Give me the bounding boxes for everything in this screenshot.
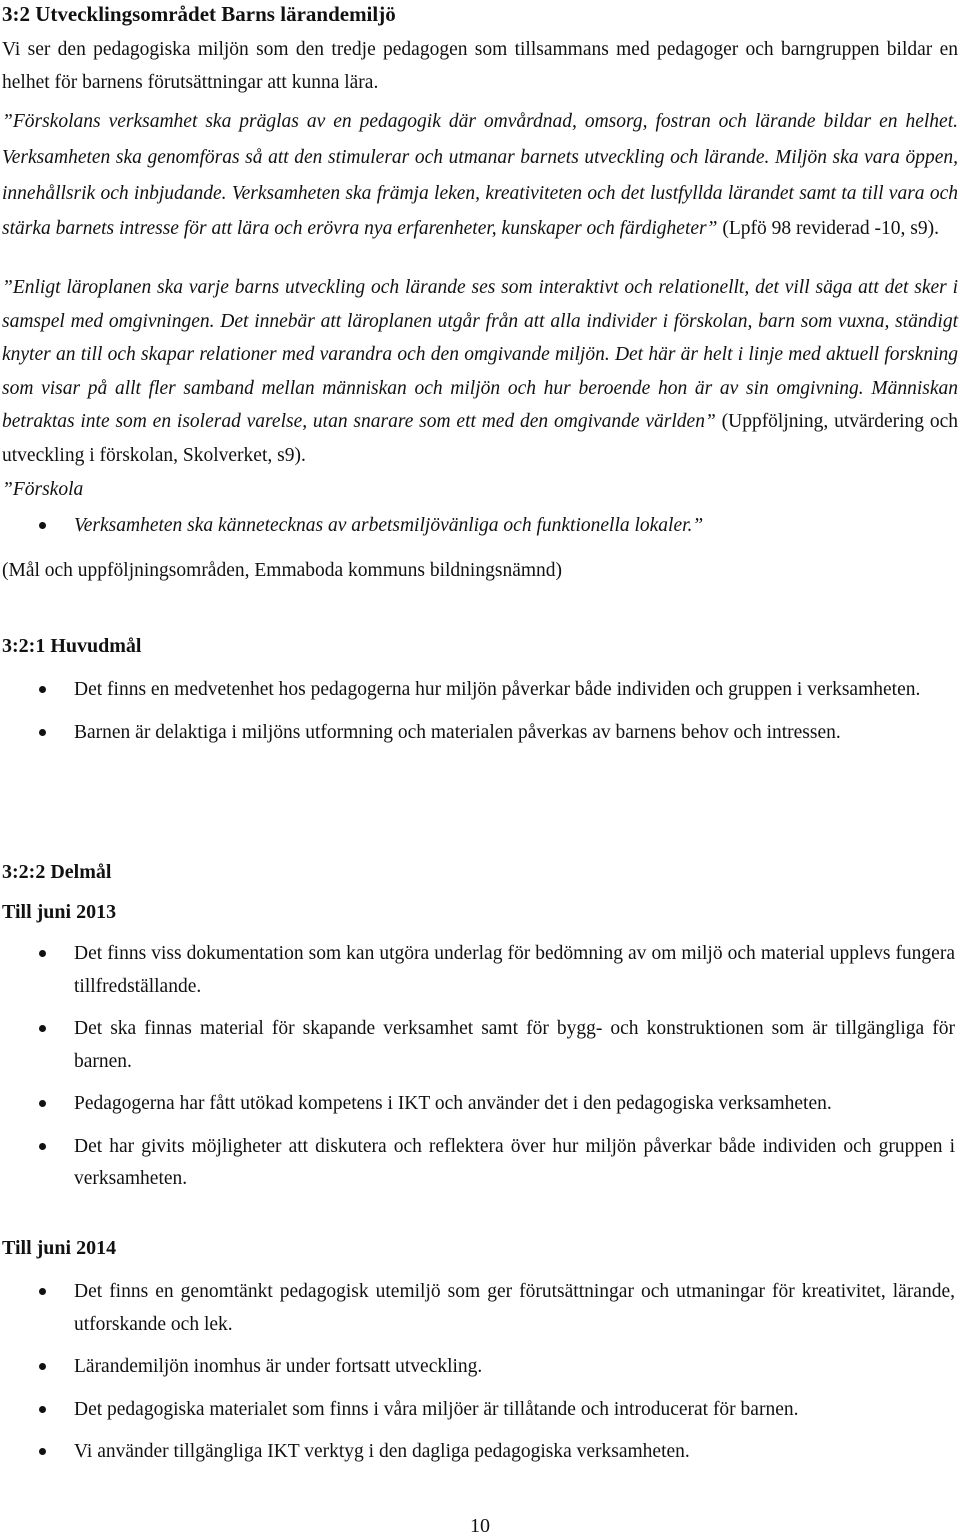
- list-item-text: Det finns viss dokumentation som kan utgöra underlag för bedömning av om miljö och material upplevs fungera tillfredställande.: [74, 943, 955, 997]
- list-item-text: Det ska finnas material för skapande verksamhet samt för bygg- och konstruktionen som är tillgängliga för barnen.: [74, 1018, 955, 1072]
- delmal-2014-list: [0, 1276, 960, 1469]
- forskola-quote-list: [0, 508, 960, 544]
- list-item-text: Det pedagogiska materialet som finns i våra miljöer är tillåtande och introducerat för barnen.: [74, 1398, 799, 1420]
- list-item: [0, 674, 960, 707]
- lpfo-quote-text: ”Förskolans verksamhet ska präglas av en pedagogik där omvårdnad, omsorg, fostran och lärande bildar en helhet. Verksamheten ska genomföras så att den stimulerar och utmanar barnets utveckling och lärande. Miljön ska vara öppen, innehållsrik och inbjudande. Verksamheten ska främja leken, kreativiteten och det lustfyllda lärandet samt ta till vara och stärka barnets intresse för att lära och erövra nya erfarenheter, kunskaper och färdigheter”: [2, 111, 958, 240]
- forskola-quote-lead: ”Förskola: [2, 479, 84, 500]
- skolverket-citation: (Uppföljning, utvärdering och utveckling i förskolan, Skolverket, s9).: [2, 411, 958, 466]
- section-heading: 3:2 Utvecklingsområdet Barns lärandemiljö: [2, 2, 396, 26]
- list-item: [0, 1351, 960, 1384]
- list-item: [0, 1088, 960, 1121]
- list-item: [0, 508, 960, 544]
- bullet-icon: [39, 686, 46, 693]
- bullet-icon: [39, 729, 46, 736]
- bullet-icon: [39, 950, 46, 957]
- huvudmal-list: [0, 674, 960, 749]
- bullet-icon: [39, 1448, 46, 1455]
- list-item-text: Barnen är delaktiga i miljöns utformning och materialen påverkas av barnens behov och intressen.: [74, 721, 841, 743]
- list-item-text: Det finns en genomtänkt pedagogisk utemiljö som ger förutsättningar och utmaningar för kreativitet, lärande, utforskande och lek.: [74, 1281, 955, 1335]
- bullet-icon: [39, 1100, 46, 1107]
- page-number: 10: [470, 1515, 490, 1537]
- list-item: [0, 938, 960, 1003]
- list-item-text: Det finns en medvetenhet hos pedagogerna hur miljön påverkar både individen och gruppen i verksamheten.: [74, 679, 921, 700]
- bullet-icon: [39, 1406, 46, 1413]
- intro-paragraph: Vi ser den pedagogiska miljön som den tredje pedagogen som tillsammans med pedagoger och barngruppen bildar en helhet för barnens förutsättningar att kunna lära.: [2, 39, 958, 93]
- bullet-icon: [39, 1363, 46, 1370]
- list-item-text: Lärandemiljön inomhus är under fortsatt utveckling.: [74, 1356, 483, 1377]
- list-item: [0, 1276, 960, 1341]
- delmal-2014-heading: Till juni 2014: [2, 1237, 117, 1259]
- lpfo-quote: [2, 104, 958, 247]
- list-item-text: Det har givits möjligheter att diskutera och reflektera över hur miljön påverkar både individen och gruppen i verksamheten.: [74, 1135, 955, 1189]
- list-item-text: Vi använder tillgängliga IKT verktyg i den dagliga pedagogiska verksamheten.: [74, 1441, 690, 1462]
- bullet-icon: [39, 1143, 46, 1150]
- delmal-2013-list: [0, 938, 960, 1196]
- list-item: [0, 1394, 960, 1427]
- list-item: [0, 1131, 960, 1196]
- bullet-icon: [39, 522, 46, 529]
- list-item: [0, 1436, 960, 1469]
- delmal-2013-heading: Till juni 2013: [2, 901, 117, 923]
- list-item: [0, 717, 960, 750]
- forskola-quote-bullet: Verksamheten ska kännetecknas av arbetsmiljövänliga och funktionella lokaler.”: [74, 515, 704, 536]
- list-item-text: Pedagogerna har fått utökad kompetens i IKT och använder det i den pedagogiska verksamheten.: [74, 1093, 832, 1114]
- list-item: [0, 1013, 960, 1078]
- skolverket-quote-text: ”Enligt läroplanen ska varje barns utveckling och lärande ses som interaktivt och relationellt, det vill säga att det sker i samspel med omgivningen. Det innebär att läroplanen utgår från att alla individer i förskolan, barn som vuxna, ständigt knyter an till och skapar relationer med varandra och den omgivande miljön. Det här är helt i linje med aktuell forskning som visar på allt fler samband mellan människan och miljön och hur beroende hon är av sin omgivning. Människan betraktas inte som en isolerad varelse, utan snarare som ett med den omgivande världen”: [2, 277, 958, 432]
- delmal-heading: 3:2:2 Delmål: [2, 861, 112, 883]
- forskola-citation: (Mål och uppföljningsområden, Emmaboda kommuns bildningsnämnd): [2, 560, 563, 581]
- bullet-icon: [39, 1288, 46, 1295]
- bullet-icon: [39, 1025, 46, 1032]
- huvudmal-heading: 3:2:1 Huvudmål: [2, 635, 142, 657]
- lpfo-citation: (Lpfö 98 reviderad -10, s9).: [717, 218, 939, 240]
- skolverket-quote: [2, 271, 958, 472]
